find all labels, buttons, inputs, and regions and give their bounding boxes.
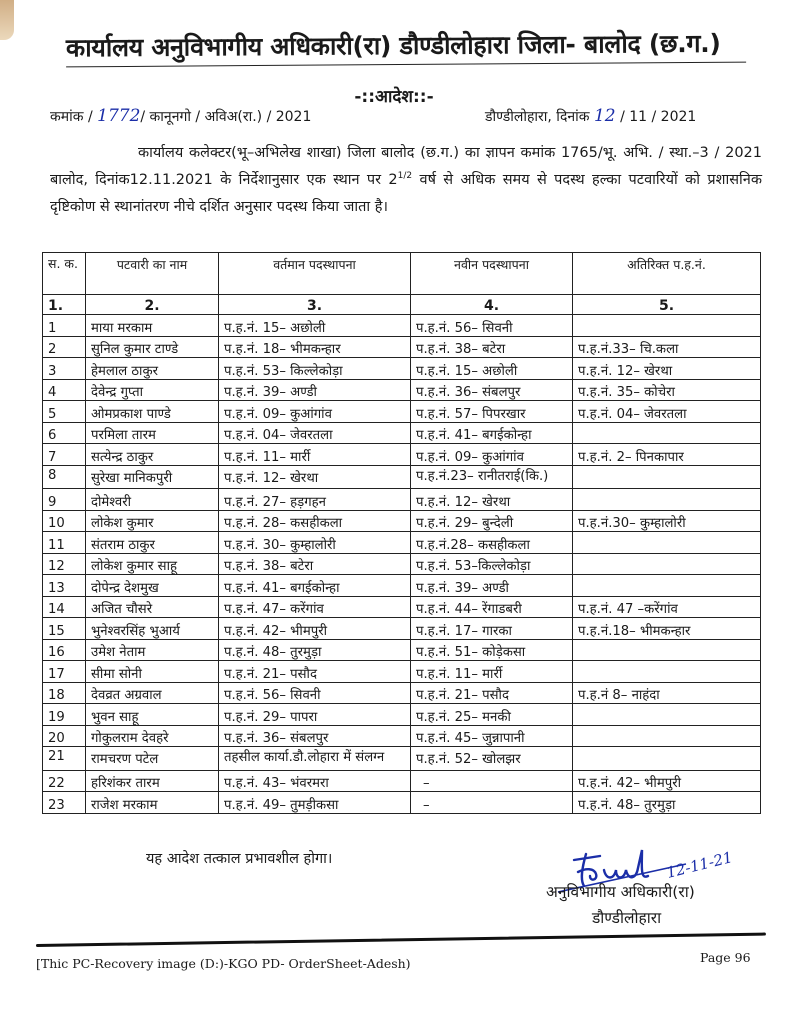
cell-additional-posting [573, 422, 761, 444]
table-row [43, 596, 761, 618]
cell-serial: 6 [43, 422, 86, 444]
cell-patwari-name: देवेन्द्र गुप्ता [86, 379, 219, 401]
transfer-table [42, 252, 761, 814]
table-row [43, 465, 761, 489]
cell-current-posting: प.ह.नं. 09– कुआंगांव [219, 401, 411, 423]
cell-additional-posting: प.ह.नं.33– चि.कला [573, 336, 761, 358]
cell-new-posting: प.ह.नं.23– रानीतराई(कि.) [411, 465, 573, 489]
table-row [43, 358, 761, 380]
cell-additional-posting: प.ह.नं. 04– जेवरतला [573, 401, 761, 423]
cell-additional-posting: प.ह.नं. 42– भीमपुरी [573, 770, 761, 792]
table-row [43, 575, 761, 597]
cell-patwari-name: देवव्रत अग्रवाल [86, 682, 219, 704]
table-row [43, 401, 761, 423]
cell-serial: 12 [43, 553, 86, 575]
cell-serial: 16 [43, 639, 86, 661]
cell-additional-posting: प.ह.नं. 12– खेरथा [573, 358, 761, 380]
cell-current-posting: प.ह.नं. 21– पसौद [219, 661, 411, 683]
cell-patwari-name: माया मरकाम [86, 315, 219, 337]
cell-serial: 13 [43, 575, 86, 597]
page-corner-stain [0, 0, 14, 40]
cell-patwari-name: सुरेखा मानिकपुरी [86, 465, 219, 489]
cell-additional-posting [573, 661, 761, 683]
table-row [43, 792, 761, 814]
cell-current-posting: प.ह.नं. 42– भीमपुरी [219, 618, 411, 640]
cell-serial: 15 [43, 618, 86, 640]
cell-current-posting: प.ह.नं. 15– अछोली [219, 315, 411, 337]
order-date-line [485, 106, 696, 126]
cell-additional-posting: प.ह.नं. 48– तुरमुड़ा [573, 792, 761, 814]
reference-number-line [50, 106, 311, 126]
cell-current-posting: प.ह.नं. 39– अण्डी [219, 379, 411, 401]
cell-additional-posting: प.ह.नं. 35– कोचेरा [573, 379, 761, 401]
cell-patwari-name: लोकेश कुमार [86, 510, 219, 532]
cell-serial: 1 [43, 315, 86, 337]
cell-additional-posting [573, 725, 761, 747]
cell-additional-posting [573, 315, 761, 337]
cell-new-posting: प.ह.नं. 39– अण्डी [411, 575, 573, 597]
cell-new-posting: प.ह.नं. 53–किल्लेकोड़ा [411, 553, 573, 575]
cell-patwari-name: दोपेन्द्र देशमुख [86, 575, 219, 597]
cell-serial: 11 [43, 532, 86, 554]
cell-serial: 22 [43, 770, 86, 792]
order-heading: -::आदेश::- [354, 87, 434, 107]
cell-patwari-name: उमेश नेताम [86, 639, 219, 661]
cell-current-posting: प.ह.नं. 41– बगईकोन्हा [219, 575, 411, 597]
cell-patwari-name: राजेश मरकाम [86, 792, 219, 814]
table-row [43, 315, 761, 337]
cell-current-posting: प.ह.नं. 47– करेंगांव [219, 596, 411, 618]
paragraph-part-2: वर्ष से अधिक समय से पदस्थ हल्का पटवारियों को प्रशासनिक दृष्टिकोण से स्थानांतरण नीचे दर्शित अनुसार पदस्थ किया जाता है। [50, 172, 762, 215]
cell-current-posting: प.ह.नं. 27– हड़गहन [219, 489, 411, 511]
cell-patwari-name: परमिला तारम [86, 422, 219, 444]
table-row [43, 553, 761, 575]
cell-new-posting: प.ह.नं. 56– सिवनी [411, 315, 573, 337]
cell-current-posting: प.ह.नं. 12– खेरथा [219, 465, 411, 489]
cell-new-posting: प.ह.नं. 45– जुन्नापानी [411, 725, 573, 747]
cell-patwari-name: भुवन साहू [86, 704, 219, 726]
cell-new-posting: प.ह.नं. 12– खेरथा [411, 489, 573, 511]
cell-current-posting: प.ह.नं. 38– बटेरा [219, 553, 411, 575]
cell-additional-posting [573, 532, 761, 554]
column-number: 4. [411, 295, 573, 315]
column-number: 2. [86, 295, 219, 315]
cell-patwari-name: भुनेश्वरसिंह भुआर्य [86, 618, 219, 640]
cell-additional-posting: प.ह.नं 8– नाहंदा [573, 682, 761, 704]
cell-serial: 14 [43, 596, 86, 618]
cell-serial: 3 [43, 358, 86, 380]
cell-serial: 21 [43, 747, 86, 771]
cell-current-posting: प.ह.नं. 36– संबलपुर [219, 725, 411, 747]
cell-patwari-name: हेमलाल ठाकुर [86, 358, 219, 380]
table-row [43, 725, 761, 747]
cell-current-posting: प.ह.नं. 49– तुमड़ीकसा [219, 792, 411, 814]
cell-patwari-name: सत्येन्द्र ठाकुर [86, 444, 219, 466]
table-row [43, 489, 761, 511]
cell-additional-posting [573, 489, 761, 511]
signatory-title: अनुविभागीय अधिकारी(रा) [546, 883, 695, 901]
cell-additional-posting [573, 575, 761, 597]
cell-new-posting: प.ह.नं. 44– रेंगाडबरी [411, 596, 573, 618]
cell-current-posting: प.ह.नं. 04– जेवरतला [219, 422, 411, 444]
cell-patwari-name: ओमप्रकाश पाण्डे [86, 401, 219, 423]
signatory-place: डौण्डीलोहारा [592, 909, 662, 927]
cell-additional-posting: प.ह.नं.18– भीमकन्हार [573, 618, 761, 640]
column-number: 5. [573, 295, 761, 315]
cell-patwari-name: दोमेश्वरी [86, 489, 219, 511]
header-additional: अतिरिक्त प.ह.नं. [573, 253, 761, 295]
ref-prefix: कमांक / [50, 109, 98, 125]
cell-new-posting: – [411, 792, 573, 814]
date-prefix: डौण्डीलोहारा, दिनांक [485, 109, 594, 125]
paragraph-fraction: 1/2 [397, 171, 413, 182]
cell-current-posting: प.ह.नं. 28– कसहीकला [219, 510, 411, 532]
table-row [43, 379, 761, 401]
cell-current-posting: प.ह.नं. 11– मार्री [219, 444, 411, 466]
cell-current-posting: प.ह.नं. 29– पापरा [219, 704, 411, 726]
table-row [43, 510, 761, 532]
cell-new-posting: प.ह.नं. 52– खोलझर [411, 747, 573, 771]
column-number: 3. [219, 295, 411, 315]
cell-current-posting: प.ह.नं. 43– भंवरमरा [219, 770, 411, 792]
header-name: पटवारी का नाम [86, 253, 219, 295]
cell-new-posting: प.ह.नं. 09– कुआंगांव [411, 444, 573, 466]
header-new-posting: नवीन पदस्थापना [411, 253, 573, 295]
cell-new-posting: प.ह.नं. 36– संबलपुर [411, 379, 573, 401]
cell-patwari-name: लोकेश कुमार साहू [86, 553, 219, 575]
cell-serial: 7 [43, 444, 86, 466]
header-serial: स. क. [43, 253, 86, 295]
cell-new-posting: प.ह.नं. 17– गारका [411, 618, 573, 640]
table-row [43, 770, 761, 792]
cell-serial: 17 [43, 661, 86, 683]
cell-serial: 19 [43, 704, 86, 726]
cell-new-posting: प.ह.नं. 25– मनकी [411, 704, 573, 726]
cell-current-posting: प.ह.नं. 53– किल्लेकोड़ा [219, 358, 411, 380]
cell-current-posting: प.ह.नं. 56– सिवनी [219, 682, 411, 704]
cell-new-posting: प.ह.नं. 51– कोड़ेकसा [411, 639, 573, 661]
paragraph-part-1: कार्यालय कलेक्टर(भू–अभिलेख शाखा) जिला बालोद (छ.ग.) का ज्ञापन कमांक 1765/भू. अभि. / स्था.–3 / 2021 बालोद, दिनांक12.11.2021 के निर्देशानुसार एक स्थान पर 2 [50, 145, 762, 188]
cell-new-posting: – [411, 770, 573, 792]
cell-patwari-name: सुनिल कुमार टाण्डे [86, 336, 219, 358]
table-row [43, 639, 761, 661]
cell-new-posting: प.ह.नं. 29– बुन्देली [411, 510, 573, 532]
cell-serial: 10 [43, 510, 86, 532]
cell-additional-posting [573, 704, 761, 726]
table-header-row [43, 253, 761, 295]
cell-patwari-name: हरिशंकर तारम [86, 770, 219, 792]
cell-current-posting: प.ह.नं. 18– भीमकन्हार [219, 336, 411, 358]
date-day-handwritten: 12 [593, 106, 616, 126]
cell-additional-posting [573, 465, 761, 489]
cell-current-posting: प.ह.नं. 30– कुम्हालोरी [219, 532, 411, 554]
cell-serial: 18 [43, 682, 86, 704]
table-row [43, 422, 761, 444]
office-title: कार्यालय अनुविभागीय अधिकारी(रा) डौण्डीलोहारा जिला- बालोद (छ.ग.) [66, 26, 746, 68]
column-number: 1. [43, 295, 86, 315]
cell-new-posting: प.ह.नं. 21– पसौद [411, 682, 573, 704]
cell-additional-posting: प.ह.नं. 2– पिनकापार [573, 444, 761, 466]
cell-new-posting: प.ह.नं.28– कसहीकला [411, 532, 573, 554]
table-row [43, 704, 761, 726]
cell-serial: 23 [43, 792, 86, 814]
cell-new-posting: प.ह.नं. 15– अछोली [411, 358, 573, 380]
table-row [43, 444, 761, 466]
date-rest: / 11 / 2021 [615, 109, 697, 125]
cell-patwari-name: गोकुलराम देवहरे [86, 725, 219, 747]
header-current-posting: वर्तमान पदस्थापना [219, 253, 411, 295]
cell-new-posting: प.ह.नं. 11– मार्री [411, 661, 573, 683]
cell-patwari-name: संतराम ठाकुर [86, 532, 219, 554]
cell-serial: 8 [43, 465, 86, 489]
cell-additional-posting: प.ह.नं. 47 –करेंगांव [573, 596, 761, 618]
table-row [43, 682, 761, 704]
cell-additional-posting: प.ह.नं.30– कुम्हालोरी [573, 510, 761, 532]
cell-patwari-name: सीमा सोनी [86, 661, 219, 683]
cell-new-posting: प.ह.नं. 38– बटेरा [411, 336, 573, 358]
cell-new-posting: प.ह.नं. 57– पिपरखार [411, 401, 573, 423]
cell-patwari-name: रामचरण पटेल [86, 747, 219, 771]
effect-statement: यह आदेश तत्काल प्रभावशील होगा। [146, 851, 333, 867]
cell-serial: 20 [43, 725, 86, 747]
table-row [43, 747, 761, 771]
cell-additional-posting [573, 639, 761, 661]
footer-page-number: Page 96 [700, 950, 751, 965]
cell-current-posting: तहसील कार्या.डौ.लोहारा में संलग्न [219, 747, 411, 771]
table-column-number-row [43, 295, 761, 315]
cell-serial: 5 [43, 401, 86, 423]
table-row [43, 336, 761, 358]
cell-serial: 9 [43, 489, 86, 511]
signature-date: 12-11-21 [664, 848, 735, 882]
cell-current-posting: प.ह.नं. 48– तुरमुड़ा [219, 639, 411, 661]
cell-patwari-name: अजित चौसरे [86, 596, 219, 618]
table-row [43, 661, 761, 683]
cell-additional-posting [573, 553, 761, 575]
ref-suffix: / कानूनगो / अविअ(रा.) / 2021 [140, 109, 312, 125]
ref-number-handwritten: 1772 [97, 106, 141, 126]
cell-new-posting: प.ह.नं. 41– बगईकोन्हा [411, 422, 573, 444]
table-row [43, 618, 761, 640]
table-body [43, 315, 761, 814]
cell-additional-posting [573, 747, 761, 771]
order-paragraph [50, 140, 762, 221]
table-row [43, 532, 761, 554]
cell-serial: 4 [43, 379, 86, 401]
footer-divider [36, 933, 766, 947]
cell-serial: 2 [43, 336, 86, 358]
footer-source-note: [Thic PC-Recovery image (D:)-KGO PD- OrderSheet-Adesh) [36, 956, 411, 971]
